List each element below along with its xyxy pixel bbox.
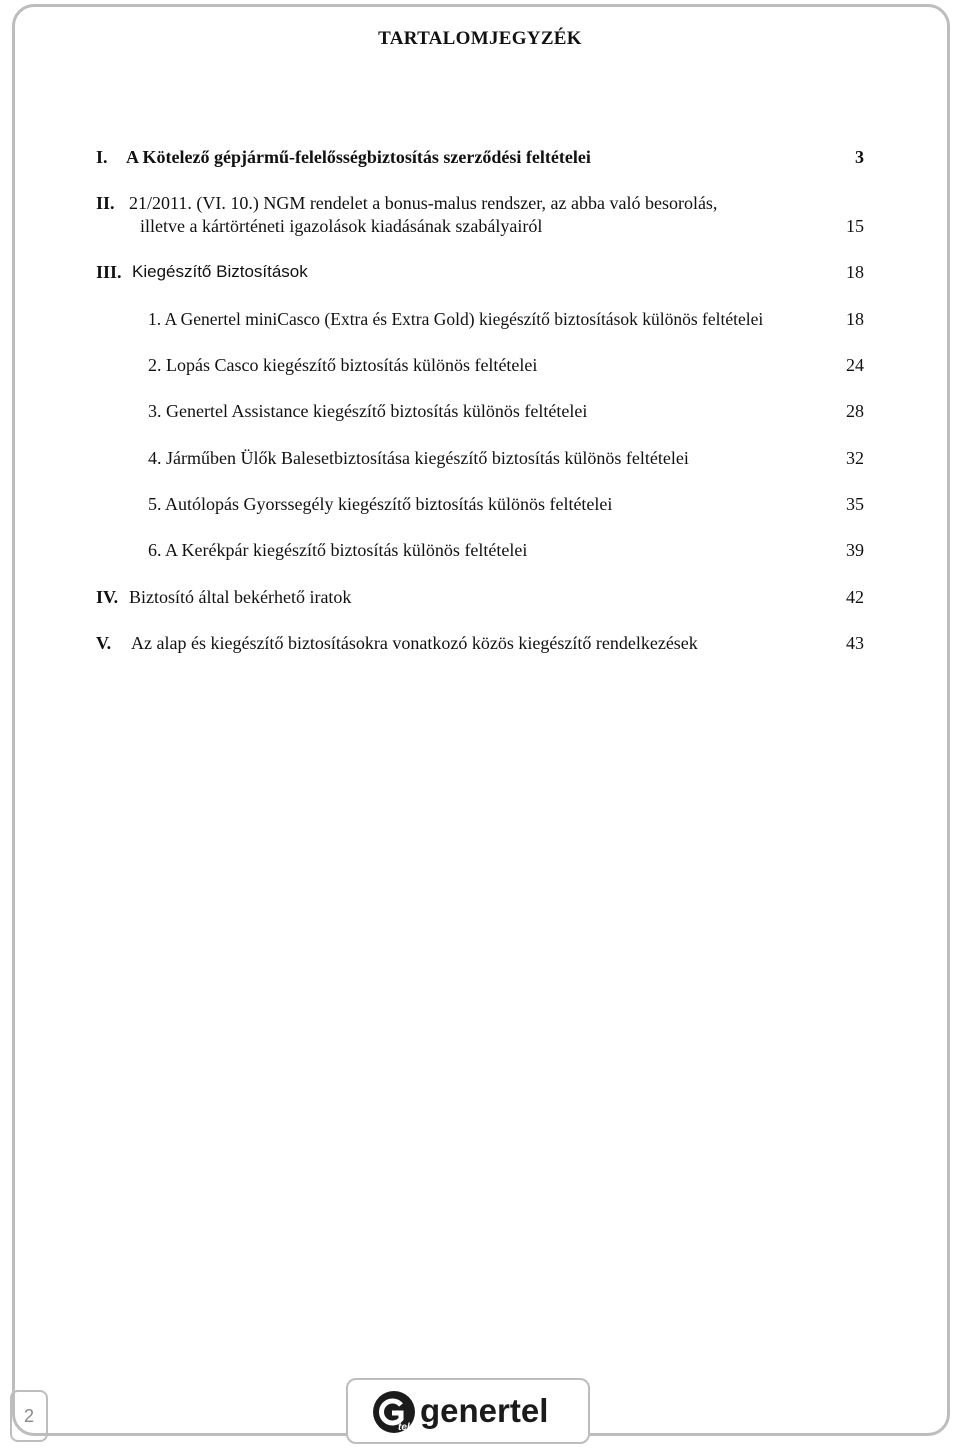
toc-item-text-line2: illetve a kártörténeti igazolások kiadásának szabályairól xyxy=(140,216,543,236)
genertel-logo-mark xyxy=(368,1384,568,1438)
toc-page-number: 28 xyxy=(846,401,864,421)
toc-page-number: 3 xyxy=(855,147,864,167)
toc-page-number: 15 xyxy=(846,216,864,236)
toc-item-text: 6. A Kerékpár kiegészítő biztosítás különös feltételei xyxy=(148,540,528,560)
toc-item-text: Az alap és kiegészítő biztosításokra vonatkozó közös kiegészítő rendelkezések xyxy=(131,633,698,653)
toc-page-number: 24 xyxy=(846,355,864,375)
toc-item-text: A Kötelező gépjármű-felelősségbiztosítás szerződési feltételei xyxy=(126,147,591,167)
toc-page-number: 32 xyxy=(846,448,864,468)
toc-page-number: 43 xyxy=(846,633,864,653)
toc-item-text-line1: 21/2011. (VI. 10.) NGM rendelet a bonus-malus rendszer, az abba való besorolás, xyxy=(129,193,718,213)
toc-item-number: V. xyxy=(96,633,112,653)
page-number: 2 xyxy=(23,1405,34,1426)
toc-item-text: Kiegészítő Biztosítások xyxy=(132,262,308,281)
toc-item-text: 2. Lopás Casco kiegészítő biztosítás különös feltételei xyxy=(148,355,538,375)
toc-item-text: 3. Genertel Assistance kiegészítő biztosítás különös feltételei xyxy=(148,401,588,421)
toc-item-number: I. xyxy=(96,147,108,167)
toc-item-number: IV. xyxy=(96,587,119,607)
footer-page-number xyxy=(10,1390,48,1442)
page-title: TARTALOMJEGYZÉK xyxy=(378,28,582,49)
toc-page-number: 18 xyxy=(846,262,864,282)
logo-mark-small: tel xyxy=(398,1422,410,1433)
toc-item-text: 4. Járműben Ülők Balesetbiztosítása kiegészítő biztosítás különös feltételei xyxy=(148,448,689,468)
toc-page-number: 39 xyxy=(846,540,864,560)
toc-item-text: 1. A Genertel miniCasco (Extra és Extra Gold) kiegészítő biztosítások különös feltételei xyxy=(148,309,764,329)
toc-item-text: 5. Autólopás Gyorssegély kiegészítő biztosítás különös feltételei xyxy=(148,494,613,514)
toc-item-2[interactable] xyxy=(96,191,816,239)
toc-page-number: 42 xyxy=(846,587,864,607)
toc-item-number: III. xyxy=(96,262,122,282)
toc-page-number: 35 xyxy=(846,494,864,514)
genertel-logo xyxy=(346,1378,590,1444)
toc-page-number: 18 xyxy=(846,309,864,329)
logo-wordmark: genertel xyxy=(420,1392,549,1429)
toc-item-number: II. xyxy=(96,193,115,213)
toc-item-text: Biztosító által bekérhető iratok xyxy=(129,587,352,607)
